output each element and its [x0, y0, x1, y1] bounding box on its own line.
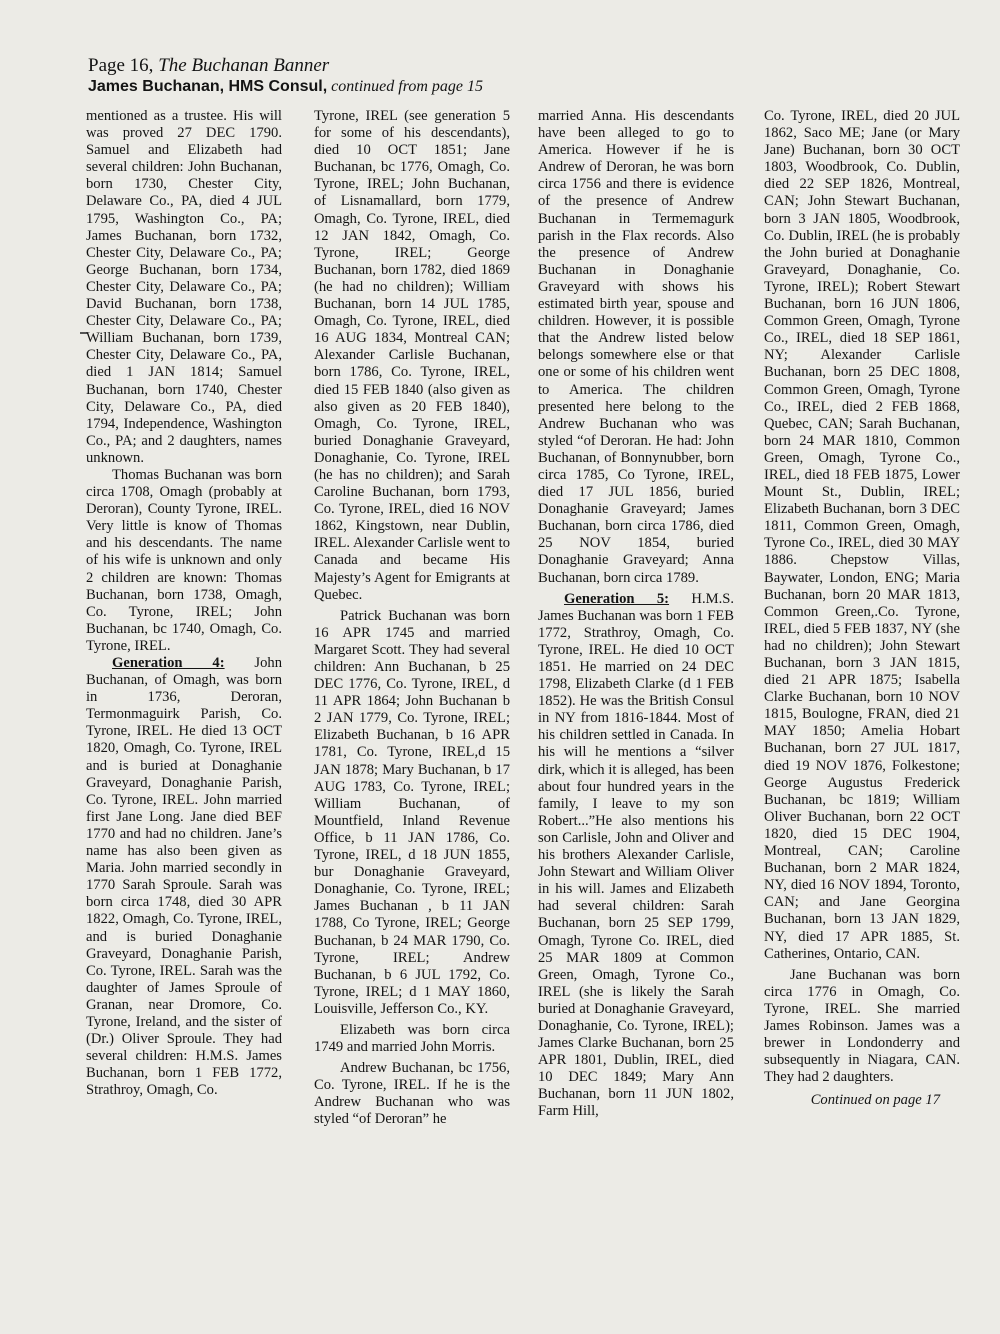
column-2	[314, 108, 510, 1129]
paragraph: Tyrone, IREL (see generation 5 for some of his descendants), died 10 OCT 1851; Jane Buchanan, bc 1776, Omagh, Co. Tyrone, IREL; John Buchanan, of Lisnamallard, born 1779, Omagh, Co. Tyrone, IREL, died 12 JAN 1842, Omagh, Co. Tyrone, IREL; George Buchanan, born 1782, died 1869 (he had no children); William Buchanan, born 14 JUL 1785, Omagh, Co. Tyrone, IREL, died 16 AUG 1834, Montreal CAN; Alexander Carlisle Buchanan, born 1786, Co. Tyrone, IREL, died 15 FEB 1840 (also given as also given as 20 FEB 1840), Omagh, Co. Tyrone, IREL, buried Donaghanie Graveyard, Donaghanie, Co. Tyrone, IREL (he has no children); and Sarah Caroline Buchanan, born 1793, Co. Tyrone, IREL, died 16 NOV 1862, Kingstown, near Dublin, IREL. Alexander Carlisle went to Canada and became His Majesty’s Agent for Emigrants at Quebec.	[314, 108, 510, 603]
page-header	[88, 56, 968, 97]
article-body	[86, 108, 978, 1308]
generation-5-heading: Generation 5:	[564, 590, 670, 607]
column-1	[86, 108, 282, 1099]
column-3	[538, 108, 734, 1121]
paragraph	[86, 655, 282, 1099]
article-title	[88, 77, 968, 97]
publication-name: The Buchanan Banner	[158, 55, 330, 76]
continued-on-note: Continued on page 17	[810, 1092, 940, 1109]
paragraph: Jane Buchanan was born circa 1776 in Omagh, Co. Tyrone, IREL. She married James Robinson. James was a brewer in Londonderry and subsequently in Niagara, CAN. They had 2 daughters.	[764, 966, 960, 1086]
running-head	[88, 56, 968, 76]
paragraph: Elizabeth was born circa 1749 and married John Morris.	[314, 1021, 510, 1056]
paragraph: Patrick Buchanan was born 16 APR 1745 and married Margaret Scott. They had several children: Ann Buchanan, b 25 DEC 1776, Co. Tyrone, IREL, d 11 APR 1864; John Buchanan b 2 JAN 1779, Co. Tyrone, IREL; Elizabeth Buchanan, b 16 APR 1781, Co. Tyrone, IREL,d 15 JAN 1878; Mary Buchanan, b 17 AUG 1783, Co. Tyrone, IREL; William Buchanan, of Mountfield, Inland Revenue Office, b 11 JAN 1786, Co. Tyrone, IREL, d 18 JUN 1855, bur Donaghanie Graveyard, Donaghanie, Co. Tyrone, IREL; James Buchanan , b 11 JAN 1788, Co Tyrone, IREL; George Buchanan, b 24 MAR 1790, Co. Tyrone, IREL; Andrew Buchanan, b 6 JUL 1792, Co. Tyrone, IREL; d 1 MAY 1860, Louisville, Jefferson Co., KY.	[314, 607, 510, 1017]
article-title-text: James Buchanan, HMS Consul,	[88, 78, 328, 95]
continued-from-note: continued from page 15	[331, 78, 483, 95]
paragraph: married Anna. His descendants have been alleged to go to America. However if he is Andrew of Deroran, he was born circa 1756 and there is evidence of the presence of Andrew Buchanan in Termemagurk parish in the Flax records. Also the presence of Andrew Buchanan in Donaghanie Graveyard with shows his estimated birth year, spouse and children. However, it is possible that the Andrew listed below belongs somewhere else or that one or some of his children went to America. The children presented here belong to the Andrew Buchanan who was styled “of Deroran. He had: John Buchanan, of Bonnynubber, born circa 1785, Co Tyrone, IREL, died 17 JUL 1856, buried Donaghanie Graveyard; James Buchanan, born circa 1786, died 25 NOV 1854, buried Donaghanie Graveyard; Anna Buchanan, born circa 1789.	[538, 108, 734, 586]
paragraph	[538, 591, 734, 1121]
column-4	[764, 108, 960, 1109]
paragraph: Thomas Buchanan was born circa 1708, Omagh (probably at Deroran), County Tyrone, IREL. Very little is know of Thomas and his descendants. The name of his wife is unknown and only 2 children are known: Thomas Buchanan, born 1738, Omagh, Co. Tyrone, IREL; John Buchanan, bc 1740, Omagh, Co. Tyrone, IREL.	[86, 466, 282, 654]
paragraph: mentioned as a trustee. His will was proved 27 DEC 1790. Samuel and Elizabeth had several children: John Buchanan, born 1730, Chester City, Delaware Co., PA, died 4 JUL 1795, Washington Co., PA; James Buchanan, born 1732, Chester City, Delaware Co., PA; George Buchanan, born 1734, Chester City, Delaware Co., PA; David Buchanan, born 1738, Chester City, Delaware Co., PA; William Buchanan, born 1739, Chester City, Delaware Co., PA, died 1 JAN 1814; Samuel Buchanan, born 1740, Chester City, Delaware Co., PA, died 1794, Independence, Washington Co., PA; and 2 daughters, names unknown.	[86, 108, 282, 466]
paragraph: Co. Tyrone, IREL, died 20 JUL 1862, Saco ME; Jane (or Mary Jane) Buchanan, born 30 OCT 1803, Woodbrook, Co. Dublin, died 22 SEP 1826, Montreal, CAN; John Stewart Buchanan, born 3 JAN 1805, Woodbrook, Co. Dublin, IREL (he is probably the John buried at Donaghanie Graveyard, Donaghanie, Co. Tyrone, IREL); Robert Stewart Buchanan, born 16 JUN 1806, Common Green, Omagh, Tyrone Co., IREL, died 18 SEP 1861, NY; Alexander Carlisle Buchanan, born 25 DEC 1808, Common Green, Omagh, Tyrone Co., IREL, died 2 FEB 1868, Quebec, CAN; Sarah Buchanan, born 24 MAR 1810, Common Green, Omagh, Tyrone Co., IREL, died 18 FEB 1875, Lower Mount St., Dublin, IREL; Elizabeth Buchanan, born 3 DEC 1811, Common Green, Omagh, Tyrone Co., IREL, died 30 MAY 1886. Chepstow Villas, Baywater, London, ENG; Maria Buchanan, born 20 MAR 1813, Common Green,.Co. Tyrone, IREL, died 5 FEB 1837, NY (she had no children); John Stewart Buchanan, born 3 JAN 1815, died 21 APR 1875; Isabella Clarke Buchanan, born 10 NOV 1815, Boulogne, FRAN, died 21 MAY 1850; Amelia Hobart Buchanan, born 27 JUL 1817, died 19 NOV 1876, Folkestone; George Augustus Frederick Buchanan, bc 1819; William Oliver Buchanan, born 22 OCT 1820, died 15 DEC 1904, Montreal, CAN; Caroline Buchanan, born 2 MAR 1824, NY, died 16 NOV 1894, Toronto, CAN; and Jane Georgina Buchanan, born 13 JAN 1829, NY, died 17 APR 1885, St. Catherines, Ontario, CAN.	[764, 108, 960, 962]
paragraph-text: John Buchanan, of Omagh, was born in 1736, Deroran, Termonmaguirk Parish, Co. Tyrone, IREL. He died 13 OCT 1820, Omagh, Co. Tyrone, IREL and is buried at Donaghanie Graveyard, Donaghanie Parish, Co. Tyrone, IREL. John married first Jane Long. Jane died BEF 1770 and had no children. Jane’s name has also been given as Maria. John married secondly in 1770 Sarah Sproule. Sarah was born circa 1748, died 30 APR 1822, Omagh, Co. Tyrone, IREL, and is buried Donaghanie Graveyard, Donaghanie Parish, Co. Tyrone, IREL. Sarah was the daughter of James Sproule of Granan, near Dromore, Co. Tyrone, Ireland, and the sister of (Dr.) Oliver Sproule. They had several children: H.M.S. James Buchanan, born 1 FEB 1772, Strathroy, Omagh, Co.	[86, 655, 282, 1099]
generation-4-heading: Generation 4:	[112, 655, 225, 671]
paragraph-text: H.M.S. James Buchanan was born 1 FEB 1772, Strathroy, Omagh, Co. Tyrone, IREL. He died 10 OCT 1851. He married on 24 DEC 1798, Elizabeth Clarke (d 1 FEB 1852). He was the British Consul in NY from 1816-1844. Most of his children settled in Canada. In his will he mentions a “silver dirk, which it is alleged, has been about four hundred years in the family, I leave to my son Robert...”He also mentions his son Carlisle, John and Oliver and his brothers Alexander Carlisle, John Stewart and William Oliver in his will. James and Elizabeth had several children: Sarah Buchanan, born 25 SEP 1799, Omagh, Tyrone Co. IREL, died 25 MAR 1809 at Common Green, Omagh, Tyrone Co., IREL (she is likely the Sarah buried at Donaghanie Graveyard, Donaghanie, Co. Tyrone, IREL); James Clarke Buchanan, born 25 APR 1801, Dublin, IREL, died 10 DEC 1849; Mary Ann Buchanan, born 11 JUN 1802, Farm Hill,	[538, 590, 734, 1120]
page-label: Page 16,	[88, 55, 154, 76]
paragraph: Andrew Buchanan, bc 1756, Co. Tyrone, IREL. If he is the Andrew Buchanan who was styled “of Deroran” he	[314, 1060, 510, 1128]
